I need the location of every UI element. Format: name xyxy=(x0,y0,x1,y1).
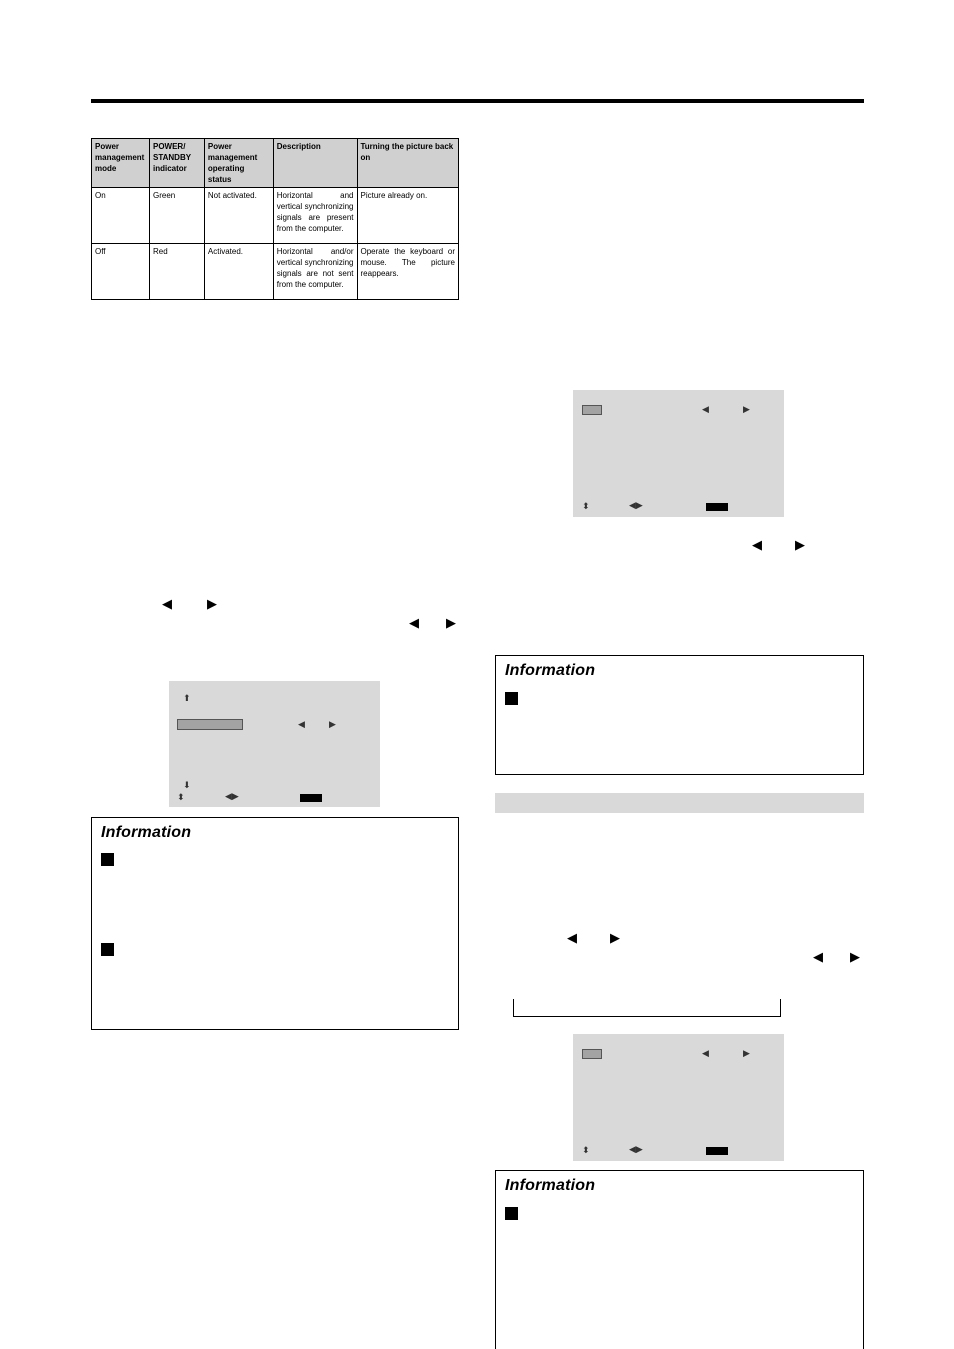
osd-highlight-bar xyxy=(582,405,602,415)
table-header: POWER/ STANDBY indicator xyxy=(149,139,204,188)
leftright-icon: ◀▶ xyxy=(629,501,643,511)
osd-highlight-bar xyxy=(177,719,243,730)
right-arrow-icon: ▶ xyxy=(610,931,620,946)
information-box xyxy=(495,1170,864,1349)
small-left-arrow-icon: ◀ xyxy=(298,720,305,730)
table-cell: On xyxy=(92,188,150,244)
table-cell: Red xyxy=(149,244,204,300)
left-arrow-icon: ◀ xyxy=(567,931,577,946)
table-header-row xyxy=(92,139,459,188)
right-arrow-icon: ▶ xyxy=(207,597,217,612)
table-row xyxy=(92,188,459,244)
updown-icon: ⬍ xyxy=(177,793,185,803)
exit-key-icon xyxy=(706,1147,728,1155)
information-title: Information xyxy=(505,662,596,679)
table-cell: Green xyxy=(149,188,204,244)
leftright-icon: ◀▶ xyxy=(629,1145,643,1155)
table-header: Power management mode xyxy=(92,139,150,188)
left-arrow-icon: ◀ xyxy=(752,538,762,553)
small-left-arrow-icon: ◀ xyxy=(702,405,709,415)
table-cell: Picture already on. xyxy=(357,188,459,244)
information-title: Information xyxy=(505,1177,596,1194)
osd-menu-screen xyxy=(573,1034,784,1161)
updown-icon: ⬍ xyxy=(582,1146,590,1156)
table-header: Turning the picture back on xyxy=(357,139,459,188)
table-header: Description xyxy=(273,139,357,188)
small-right-arrow-icon: ▶ xyxy=(743,405,750,415)
osd-menu-screen xyxy=(573,390,784,517)
table-cell: Activated. xyxy=(204,244,273,300)
information-title: Information xyxy=(101,824,192,841)
information-box xyxy=(91,817,459,1030)
left-arrow-icon: ◀ xyxy=(162,597,172,612)
right-arrow-icon: ▶ xyxy=(795,538,805,553)
small-right-arrow-icon: ▶ xyxy=(743,1049,750,1059)
scroll-down-icon: ⬇ xyxy=(183,781,191,791)
updown-icon: ⬍ xyxy=(582,502,590,512)
table-cell: Horizontal and/or vertical synchronizing signals are not sent from the computer. xyxy=(273,244,357,300)
leftright-icon: ◀▶ xyxy=(225,792,239,802)
table-cell: Operate the keyboard or mouse. The picture reappears. xyxy=(357,244,459,300)
top-rule xyxy=(91,99,864,103)
bullet-square-icon xyxy=(101,853,114,866)
table-row xyxy=(92,244,459,300)
table-cell: Horizontal and vertical synchronizing signals are present from the computer. xyxy=(273,188,357,244)
exit-key-icon xyxy=(706,503,728,511)
scroll-up-icon: ⬆ xyxy=(183,694,191,704)
small-right-arrow-icon: ▶ xyxy=(329,720,336,730)
bullet-square-icon xyxy=(505,692,518,705)
osd-highlight-bar xyxy=(582,1049,602,1059)
osd-menu-screen xyxy=(169,681,380,807)
bullet-square-icon xyxy=(505,1207,518,1220)
table-header: Power management operating status xyxy=(204,139,273,188)
bracket-frame xyxy=(513,999,781,1017)
information-box xyxy=(495,655,864,775)
table-cell: Off xyxy=(92,244,150,300)
exit-key-icon xyxy=(300,794,322,802)
section-heading-bar xyxy=(495,793,864,813)
small-left-arrow-icon: ◀ xyxy=(702,1049,709,1059)
table-cell: Not activated. xyxy=(204,188,273,244)
right-arrow-icon: ▶ xyxy=(850,950,860,965)
bullet-square-icon xyxy=(101,943,114,956)
right-arrow-icon: ▶ xyxy=(446,616,456,631)
power-management-table xyxy=(91,138,459,300)
left-arrow-icon: ◀ xyxy=(409,616,419,631)
left-arrow-icon: ◀ xyxy=(813,950,823,965)
